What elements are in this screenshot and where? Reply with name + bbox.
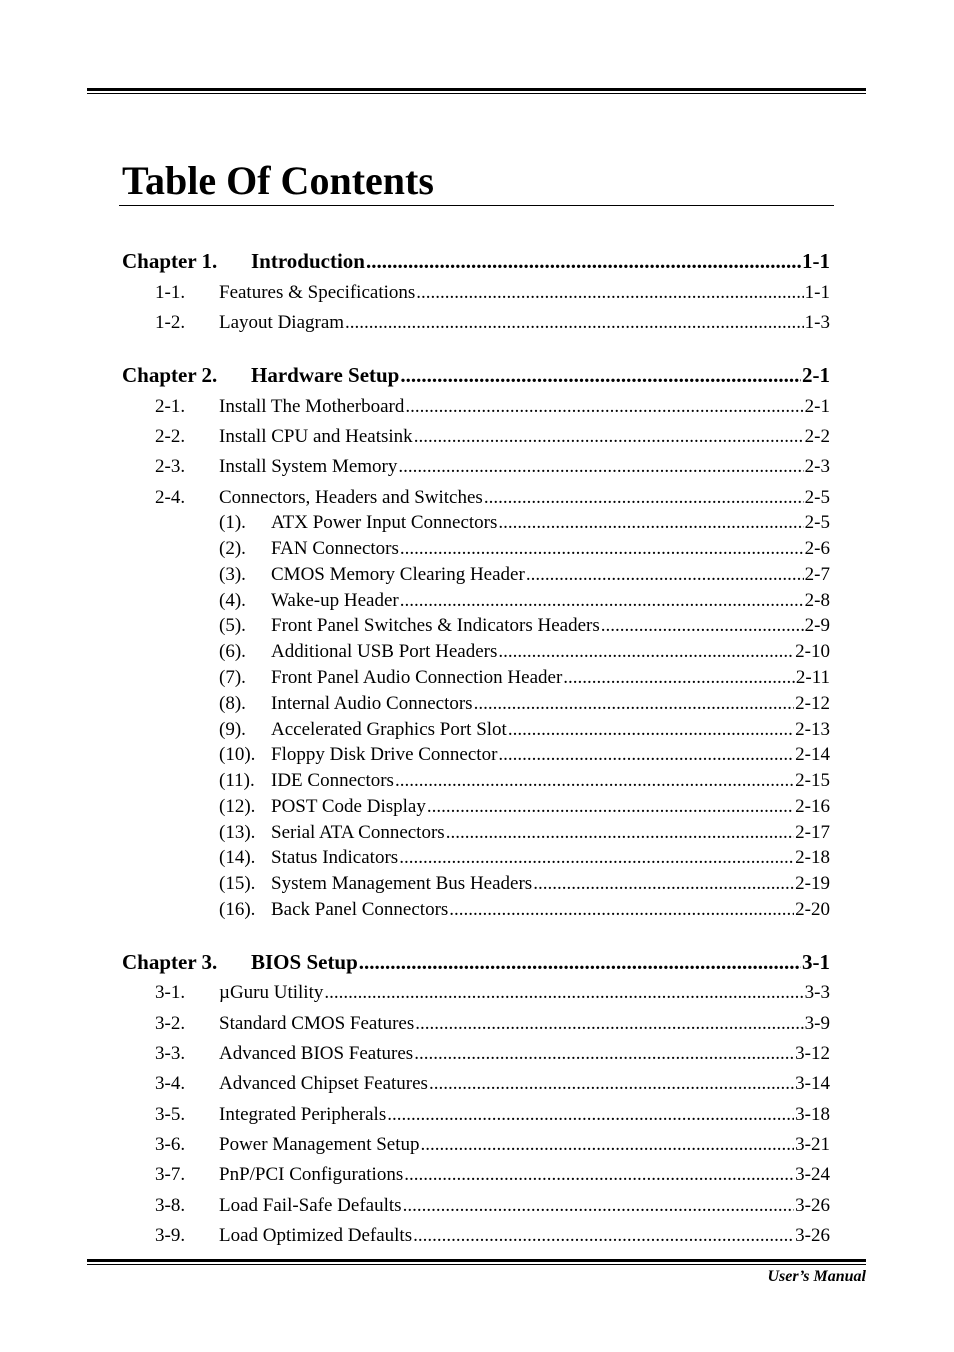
dot-leader	[395, 769, 794, 793]
page-number: 2-6	[804, 538, 830, 559]
dot-leader	[414, 425, 804, 449]
section-number: 3-5.	[155, 1104, 186, 1125]
section-title: PnP/PCI Configurations	[219, 1164, 404, 1185]
toc-chapter-3[interactable]	[122, 949, 830, 975]
subsection-number: (8).	[219, 693, 246, 714]
page-number: 2-10	[795, 641, 830, 662]
page-number: 2-20	[795, 899, 830, 920]
dot-leader	[413, 1224, 794, 1248]
page-number: 2-15	[795, 770, 830, 791]
toc-subsection-2[interactable]	[219, 537, 830, 561]
section-title: Load Fail-Safe Defaults	[219, 1195, 402, 1216]
dot-leader	[324, 981, 803, 1005]
page-number: 3-26	[795, 1225, 830, 1246]
dot-leader	[508, 718, 794, 742]
section-number: 3-9.	[155, 1225, 186, 1246]
dot-leader	[366, 248, 801, 274]
section-number: 3-3.	[155, 1043, 186, 1064]
subsection-number: (15).	[219, 873, 256, 894]
chapter-title: BIOS Setup	[251, 950, 358, 974]
section-number: 3-6.	[155, 1134, 186, 1155]
toc-subsection-9[interactable]	[219, 718, 830, 742]
toc-subsection-10[interactable]	[219, 743, 830, 767]
subsection-title: Additional USB Port Headers	[271, 641, 498, 662]
footer-text: User’s Manual	[767, 1268, 866, 1285]
section-number: 2-3.	[155, 456, 186, 477]
section-title: Standard CMOS Features	[219, 1013, 415, 1034]
footer-rule-thin	[87, 1264, 866, 1265]
dot-leader	[398, 455, 803, 479]
toc-subsection-6[interactable]	[219, 640, 830, 664]
section-title: Install CPU and Heatsink	[219, 426, 413, 447]
dot-leader	[484, 486, 804, 510]
section-title: Install The Motherboard	[219, 396, 405, 417]
chapter-title: Hardware Setup	[251, 363, 400, 387]
section-title: Layout Diagram	[219, 312, 345, 333]
subsection-title: ATX Power Input Connectors	[271, 512, 498, 533]
toc-subsection-11[interactable]	[219, 769, 830, 793]
dot-leader	[414, 1042, 794, 1066]
subsection-title: Back Panel Connectors	[271, 899, 449, 920]
section-number: 3-4.	[155, 1073, 186, 1094]
toc-section-3-5[interactable]	[155, 1103, 830, 1127]
subsection-title: Status Indicators	[271, 847, 399, 868]
section-number: 3-2.	[155, 1013, 186, 1034]
toc-subsection-13[interactable]	[219, 821, 830, 845]
subsection-title: Wake-up Header	[271, 590, 399, 611]
toc-section-3-3[interactable]	[155, 1042, 830, 1066]
dot-leader	[359, 949, 801, 975]
toc-section-2-1[interactable]	[155, 395, 830, 419]
page-number: 2-18	[795, 847, 830, 868]
dot-leader	[429, 1072, 794, 1096]
dot-leader	[387, 1103, 794, 1127]
toc-subsection-5[interactable]	[219, 614, 830, 638]
page-number: 3-21	[795, 1134, 830, 1155]
dot-leader	[345, 311, 804, 335]
toc-section-3-8[interactable]	[155, 1194, 830, 1218]
section-title: Integrated Peripherals	[219, 1104, 387, 1125]
dot-leader	[526, 563, 804, 587]
page-number: 1-1	[804, 282, 830, 303]
section-title: µGuru Utility	[219, 982, 324, 1003]
dot-leader	[403, 1194, 795, 1218]
dot-leader	[498, 511, 803, 535]
section-number: 2-4.	[155, 487, 186, 508]
subsection-number: (11).	[219, 770, 255, 791]
subsection-title: Serial ATA Connectors	[271, 822, 445, 843]
chapter-title: Introduction	[251, 249, 365, 273]
dot-leader	[601, 614, 804, 638]
subsection-number: (16).	[219, 899, 256, 920]
subsection-number: (6).	[219, 641, 246, 662]
page-number: 2-17	[795, 822, 830, 843]
toc-section-1-2[interactable]	[155, 311, 830, 335]
subsection-title: CMOS Memory Clearing Header	[271, 564, 525, 585]
page-number: 1-1	[802, 249, 830, 273]
section-title: Features & Specifications	[219, 282, 416, 303]
chapter-number: Chapter 2.	[122, 363, 218, 387]
dot-leader	[415, 1012, 803, 1036]
page-number: 2-12	[795, 693, 830, 714]
page-number: 3-3	[804, 982, 830, 1003]
section-title: Power Management Setup	[219, 1134, 420, 1155]
dot-leader	[446, 821, 794, 845]
subsection-number: (14).	[219, 847, 256, 868]
footer-rule-thick	[87, 1259, 866, 1262]
toc-subsection-1[interactable]	[219, 511, 830, 535]
page-number: 3-18	[795, 1104, 830, 1125]
subsection-title: Front Panel Switches & Indicators Headers	[271, 615, 600, 636]
subsection-title: IDE Connectors	[271, 770, 394, 791]
toc-section-3-1[interactable]	[155, 981, 830, 1005]
page-number: 2-14	[795, 744, 830, 765]
page-number: 3-1	[802, 950, 830, 974]
page-number: 2-16	[795, 796, 830, 817]
section-number: 2-1.	[155, 396, 186, 417]
subsection-title: System Management Bus Headers	[271, 873, 533, 894]
toc-section-3-2[interactable]	[155, 1012, 830, 1036]
toc-section-2-2[interactable]	[155, 425, 830, 449]
dot-leader	[400, 589, 804, 613]
toc-section-2-4[interactable]	[155, 486, 830, 510]
toc-section-3-7[interactable]	[155, 1163, 830, 1187]
toc-section-1-1[interactable]	[155, 281, 830, 305]
page-title: Table Of Contents	[122, 158, 434, 203]
dot-leader	[404, 1163, 794, 1187]
toc-subsection-12[interactable]	[219, 795, 830, 819]
dot-leader	[498, 640, 794, 664]
section-number: 3-8.	[155, 1195, 186, 1216]
page-number: 2-5	[804, 512, 830, 533]
page-number: 2-7	[804, 564, 830, 585]
subsection-number: (3).	[219, 564, 246, 585]
toc-chapter-2[interactable]	[122, 362, 830, 388]
subsection-number: (12).	[219, 796, 256, 817]
section-title: Connectors, Headers and Switches	[219, 487, 483, 508]
page-number: 2-11	[795, 667, 830, 688]
page-number: 3-9	[804, 1013, 830, 1034]
subsection-number: (1).	[219, 512, 246, 533]
subsection-title: FAN Connectors	[271, 538, 399, 559]
toc-chapter-1[interactable]	[122, 248, 830, 274]
toc-subsection-4[interactable]	[219, 589, 830, 613]
section-number: 2-2.	[155, 426, 186, 447]
toc-section-3-4[interactable]	[155, 1072, 830, 1096]
header-rule-thin	[87, 93, 866, 94]
dot-leader	[421, 1133, 795, 1157]
subsection-number: (4).	[219, 590, 246, 611]
page-number: 2-9	[804, 615, 830, 636]
subsection-number: (13).	[219, 822, 256, 843]
page-number: 2-1	[802, 363, 830, 387]
dot-leader	[400, 362, 801, 388]
section-title: Install System Memory	[219, 456, 398, 477]
dot-leader	[474, 692, 795, 716]
toc-subsection-15[interactable]	[219, 872, 830, 896]
toc-subsection-14[interactable]	[219, 846, 830, 870]
subsection-number: (5).	[219, 615, 246, 636]
dot-leader	[416, 281, 803, 305]
toc-section-2-3[interactable]	[155, 455, 830, 479]
subsection-number: (10).	[219, 744, 256, 765]
section-title: Advanced Chipset Features	[219, 1073, 428, 1094]
dot-leader	[399, 846, 794, 870]
dot-leader	[427, 795, 794, 819]
page-number: 2-13	[795, 719, 830, 740]
section-number: 3-7.	[155, 1164, 186, 1185]
page-number: 1-3	[804, 312, 830, 333]
page-number: 2-3	[804, 456, 830, 477]
toc-section-3-9[interactable]	[155, 1224, 830, 1248]
subsection-number: (7).	[219, 667, 246, 688]
page-number: 3-26	[795, 1195, 830, 1216]
dot-leader	[498, 743, 794, 767]
page-number: 2-8	[804, 590, 830, 611]
toc-subsection-3[interactable]	[219, 563, 830, 587]
dot-leader	[400, 537, 804, 561]
section-number: 1-2.	[155, 312, 186, 333]
toc-subsection-8[interactable]	[219, 692, 830, 716]
subsection-title: Internal Audio Connectors	[271, 693, 473, 714]
toc-section-3-6[interactable]	[155, 1133, 830, 1157]
title-underline	[119, 205, 834, 206]
dot-leader	[405, 395, 803, 419]
subsection-title: POST Code Display	[271, 796, 426, 817]
subsection-title: Accelerated Graphics Port Slot	[271, 719, 507, 740]
page-number: 3-12	[795, 1043, 830, 1064]
section-title: Load Optimized Defaults	[219, 1225, 413, 1246]
chapter-number: Chapter 1.	[122, 249, 218, 273]
header-rule-thick	[87, 88, 866, 91]
section-number: 3-1.	[155, 982, 186, 1003]
subsection-number: (2).	[219, 538, 246, 559]
dot-leader	[533, 872, 794, 896]
section-title: Advanced BIOS Features	[219, 1043, 414, 1064]
subsection-number: (9).	[219, 719, 246, 740]
toc-subsection-16[interactable]	[219, 898, 830, 922]
page-number: 2-2	[804, 426, 830, 447]
page-number: 2-19	[795, 873, 830, 894]
section-number: 1-1.	[155, 282, 186, 303]
toc-subsection-7[interactable]	[219, 666, 830, 690]
subsection-title: Front Panel Audio Connection Header	[271, 667, 563, 688]
chapter-number: Chapter 3.	[122, 950, 218, 974]
dot-leader	[563, 666, 795, 690]
page-number: 3-24	[795, 1164, 830, 1185]
dot-leader	[449, 898, 794, 922]
page-number: 2-5	[804, 487, 830, 508]
page-number: 3-14	[795, 1073, 830, 1094]
subsection-title: Floppy Disk Drive Connector	[271, 744, 498, 765]
page-number: 2-1	[804, 396, 830, 417]
